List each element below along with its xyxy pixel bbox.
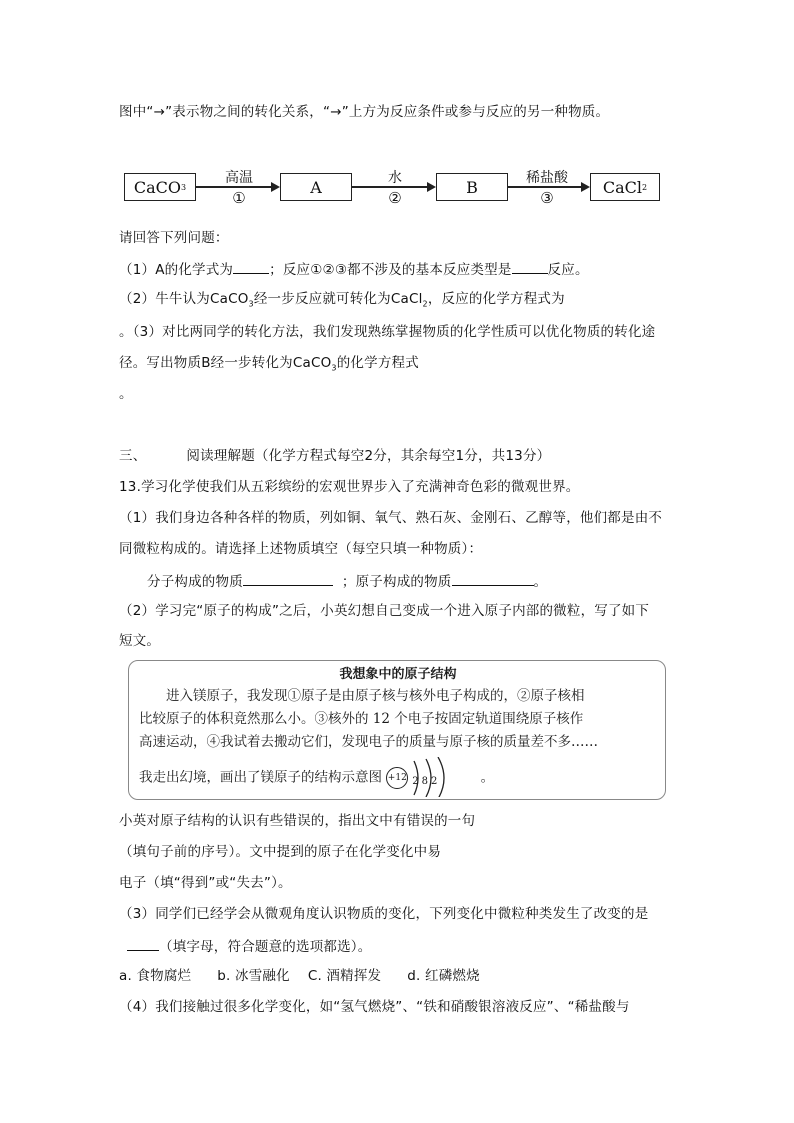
q12-prompt: 请回答下列问题： [119, 230, 229, 246]
q12-part3-line1: 。（3）对比两同学的转化方法，我们发现熟练掌握物质的化学性质可以优化物质的转化途 [119, 324, 656, 340]
intro-text: 图中“→”表示物之间的转化关系，“→”上方为反应条件或参与反应的另一种物质。 [119, 104, 610, 120]
condition-3: 稀盐酸 [526, 170, 568, 186]
shell-electrons: 282 [412, 776, 441, 787]
q13-options [119, 967, 480, 985]
q13-part2-line2: 短文。 [119, 633, 161, 649]
conversion-diagram [124, 170, 660, 210]
story-box [128, 660, 666, 800]
q13-part2-line1: （2）学习完“原子的构成”之后，小英幻想自己变成一个进入原子内部的微粒，写了如下 [119, 603, 650, 619]
q13-part1-line2: 同微粒构成的。请选择上述物质填空（每空只填一种物质）： [119, 541, 483, 557]
story-line: 我走出幻境，画出了镁原子的结构示意图 +12 282 。 [139, 760, 657, 796]
answer-blank-atomic[interactable] [452, 571, 534, 586]
answer-blank-reaction-type[interactable] [512, 259, 548, 274]
answer-blank-options[interactable] [127, 936, 159, 951]
condition-1: 高温 [225, 170, 253, 186]
option-c: C. 酒精挥发 [307, 968, 382, 984]
magnesium-atom-diagram [386, 760, 476, 796]
option-b: b. 冰雪融化 [217, 968, 290, 984]
section-3-heading: 三、 阅读理解题（化学方程式每空2分，其余每空1分，共13分） [119, 448, 551, 464]
step-number-2: ② [388, 189, 402, 207]
q13-part2-question3: 电子（填“得到”或“失去”）。 [119, 875, 292, 891]
q13-part1-line1: （1）我们身边各种各样的物质，列如铜、氧气、熟石灰、金刚石、乙醇等，他们都是由不 [119, 510, 663, 526]
nucleus-icon: +12 [386, 767, 408, 789]
q13-stem: 13.学习化学使我们从五彩缤纷的宏观世界步入了充满神奇色彩的微观世界。 [119, 479, 580, 495]
box-a: A [280, 173, 352, 201]
step-number-1: ① [232, 189, 246, 207]
option-d: d. 红磷燃烧 [407, 968, 480, 984]
answer-blank-molecular[interactable] [243, 571, 333, 586]
answer-blank-a-formula[interactable] [233, 259, 269, 274]
q12-part3-end: 。 [119, 386, 133, 402]
q13-part2-question1: 小英对原子结构的认识有些错误的，指出文中有错误的一句 [119, 813, 476, 829]
q12-part1: （1）A的化学式为 ；反应①②③都不涉及的基本反应类型是 反应。 [119, 259, 589, 279]
q13-part1-fill: 分子构成的物质 ；原子构成的物质 。 [147, 571, 547, 591]
q12-part3-line2: 径。写出物质B经一步转化为CaCO$_3$的化学方程式 [119, 355, 419, 373]
story-line: 比较原子的体积竟然那么小。③核外的 12 个电子按固定轨道围绕原子核作 [139, 711, 584, 727]
q12-part2: （2）牛牛认为CaCO$_3$经一步反应就可转化为CaCl$_2$，反应的化学方程式为 [119, 291, 565, 309]
box-cacl2: CaCl 2 [590, 173, 660, 201]
story-title: 我想象中的原子结构 [339, 667, 457, 682]
box-b: B [436, 173, 508, 201]
q13-part2-question2: （填句子前的序号）。文中提到的原子在化学变化中易 [119, 844, 442, 860]
q13-part3-line1: （3）同学们已经学会从微观角度认识物质的变化，下列变化中微粒种类发生了改变的是 [119, 906, 649, 922]
condition-2: 水 [388, 170, 402, 186]
q13-part3-line2: （填字母，符合题意的选项都选）。 [127, 936, 371, 956]
story-line: 高速运动，④我试着去搬动它们，发现电子的质量与原子核的质量差不多…… [139, 734, 598, 750]
q13-part4-line1: （4）我们接触过很多化学变化，如“氢气燃烧”、“铁和硝酸银溶液反应”、“稀盐酸与 [119, 999, 630, 1015]
option-a: a. 食物腐烂 [119, 968, 192, 984]
story-line: 进入镁原子，我发现①原子是由原子核与核外电子构成的，②原子核相 [139, 688, 585, 704]
step-number-3: ③ [540, 189, 554, 207]
box-caco3: CaCO 3 [124, 173, 196, 201]
